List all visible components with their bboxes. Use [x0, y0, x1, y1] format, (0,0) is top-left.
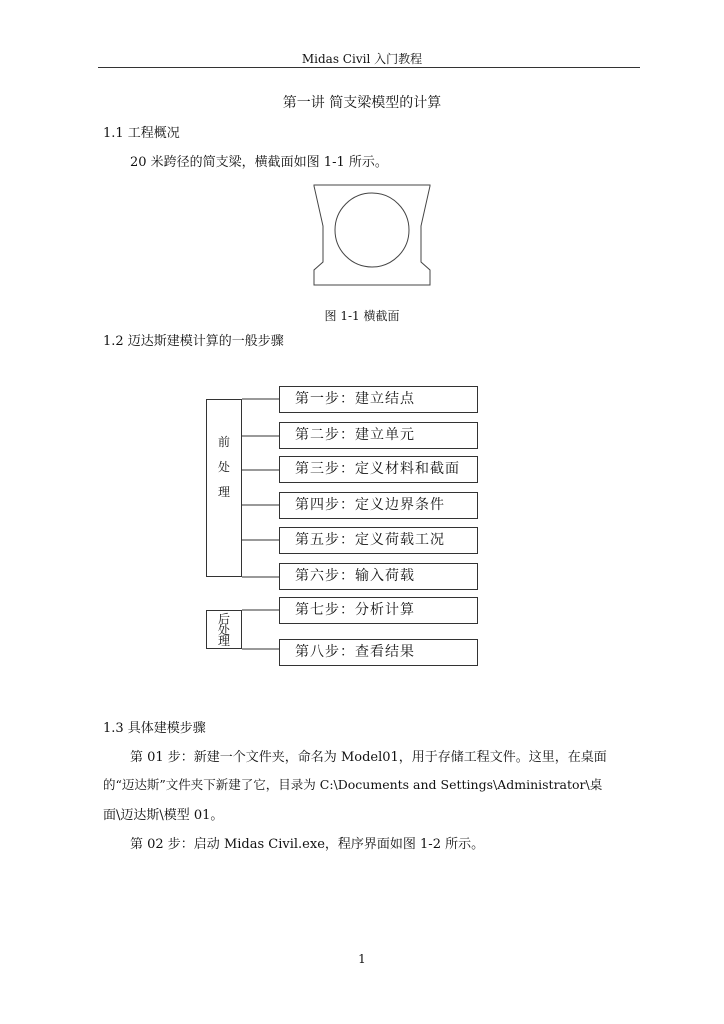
post-label-2: 处	[218, 623, 231, 637]
pre-label-3: 理	[218, 485, 231, 499]
step-box-2: 第二步：建立单元	[279, 422, 478, 449]
pre-label-1: 前	[218, 435, 231, 449]
lecture-title: 第一讲 简支梁模型的计算	[282, 95, 442, 111]
step-box-4: 第四步：定义边界条件	[279, 492, 478, 519]
section-2-heading: 1.2 迈达斯建模计算的一般步骤	[103, 334, 284, 349]
step01-line-1: 第 01 步：新建一个文件夹，命名为 Model01，用于存储工程文件。这里，在桌面	[130, 750, 607, 765]
step-box-7: 第七步：分析计算	[279, 597, 478, 624]
step-box-5: 第五步：定义荷载工况	[279, 527, 478, 554]
page-header: Midas Civil 入门教程	[301, 52, 423, 66]
step-box-1: 第一步：建立结点	[279, 386, 478, 413]
step01-line-3: 面\迈达斯\模型 01。	[103, 808, 224, 823]
step-box-3: 第三步：定义材料和截面	[279, 456, 478, 483]
post-label-3: 理	[218, 634, 231, 648]
step02-text: 第 02 步：启动 Midas Civil.exe，程序界面如图 1-2 所示。	[130, 837, 485, 852]
step-box-6: 第六步：输入荷载	[279, 563, 478, 590]
page-number: 1	[358, 952, 366, 966]
post-label-1: 后	[218, 612, 231, 626]
section-1-heading: 1.1 工程概况	[103, 126, 180, 141]
pre-label-2: 处	[218, 460, 231, 474]
section-1-text: 20 米跨径的简支梁，横截面如图 1-1 所示。	[130, 155, 388, 170]
step01-line-2: 的“迈达斯”文件夹下新建了它，目录为 C:\Documents and Settings\Administrator\桌	[103, 777, 603, 792]
section-3-heading: 1.3 具体建模步骤	[103, 721, 206, 736]
figure-1-caption: 图 1-1 横截面	[324, 309, 400, 323]
step-box-8: 第八步：查看结果	[279, 639, 478, 666]
